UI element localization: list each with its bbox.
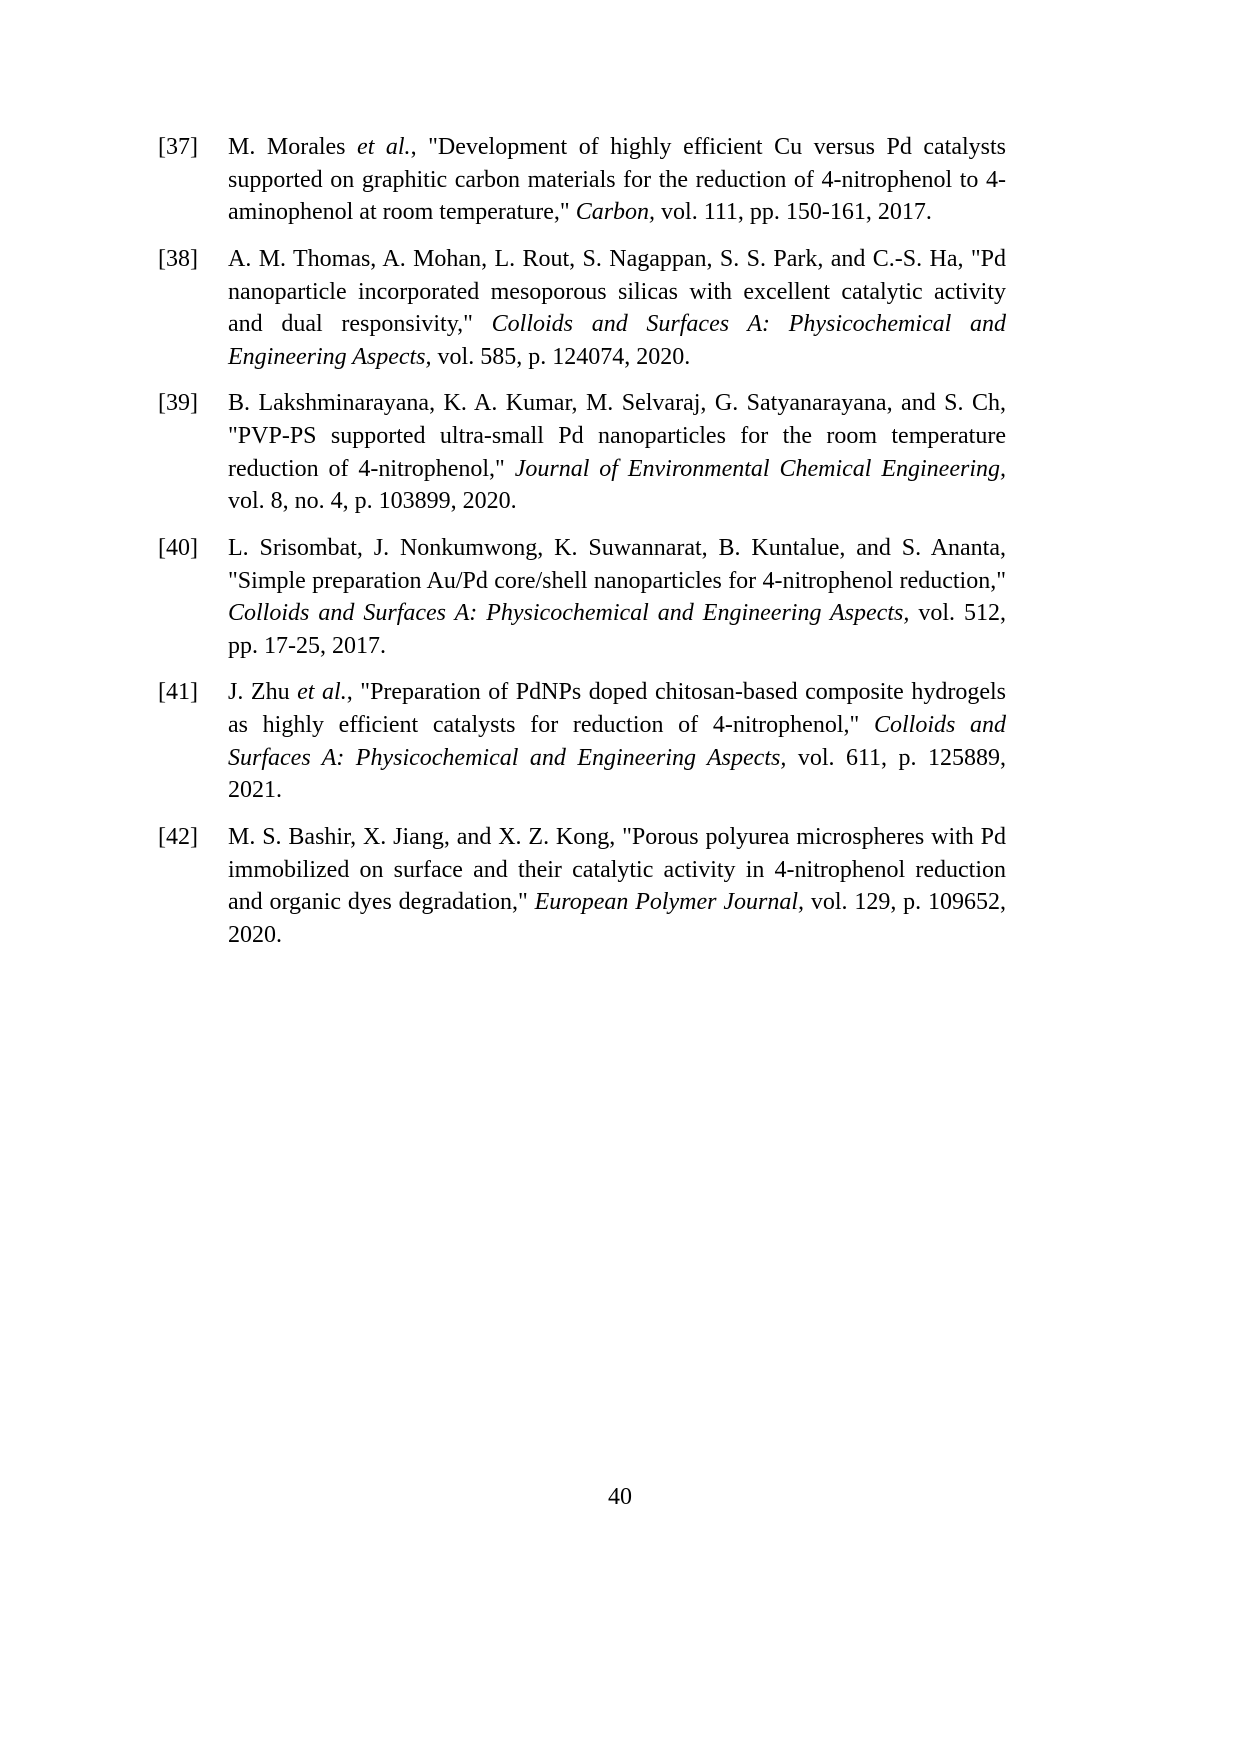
reference-text: B. Lakshminarayana, K. A. Kumar, M. Selvaraj, G. Satyanarayana, and S. Ch, "PVP-PS supported ultra-small Pd nanoparticles for the room temperature reduction of 4-nitrophenol," Journal of Environmental Chemical Engineering, vol. 8, no. 4, p. 103899, 2020. [228, 390, 1006, 515]
reference-label: [41] [158, 679, 198, 706]
page-footer [0, 1484, 1240, 1511]
reference-text: M. Morales et al., "Development of highly efficient Cu versus Pd catalysts supported on graphitic carbon materials for the reduction of 4-nitrophenol to 4-aminophenol at room temperature," Carbon, vol. 111, pp. 150-161, 2017. [228, 134, 1007, 226]
reference-label: [40] [158, 534, 198, 561]
reference-entry [158, 131, 1006, 229]
reference-entry [158, 387, 1006, 518]
reference-text: J. Zhu et al., "Preparation of PdNPs doped chitosan-based composite hydrogels as highly efficient catalysts for reduction of 4-nitrophenol," Colloids and Surfaces A: Physicochemical and Engineering Aspects, vol. 611, p. 125889, 2021. [228, 679, 1007, 804]
reference-entry [158, 821, 1006, 952]
reference-text: M. S. Bashir, X. Jiang, and X. Z. Kong, "Porous polyurea microspheres with Pd immobilized on surface and their catalytic activity in 4-nitrophenol reduction and organic dyes degradation," European Polymer Journal, vol. 129, p. 109652, 2020. [228, 823, 1006, 948]
page-number: 40 [608, 1484, 632, 1510]
reference-label: [37] [158, 134, 198, 160]
reference-label: [38] [158, 245, 198, 272]
reference-entry [158, 676, 1006, 807]
reference-entry [158, 243, 1006, 374]
reference-text: L. Srisombat, J. Nonkumwong, K. Suwannarat, B. Kuntalue, and S. Ananta, "Simple preparation Au/Pd core/shell nanoparticles for 4-nitrophenol reduction," Colloids and Surfaces A: Physicochemical and Engineering Aspects, vol. 512, pp. 17-25, 2017. [228, 534, 1006, 659]
reference-label: [39] [158, 390, 198, 417]
reference-text: A. M. Thomas, A. Mohan, L. Rout, S. Nagappan, S. S. Park, and C.-S. Ha, "Pd nanoparticle incorporated mesoporous silicas with excellent catalytic activity and dual responsivity," Colloids and Surfaces A: Physicochemical and Engineering Aspects, vol. 585, p. 124074, 2020. [228, 245, 1006, 370]
reference-label: [42] [158, 823, 198, 850]
reference-entry [158, 532, 1006, 663]
reference-list [158, 131, 1006, 965]
